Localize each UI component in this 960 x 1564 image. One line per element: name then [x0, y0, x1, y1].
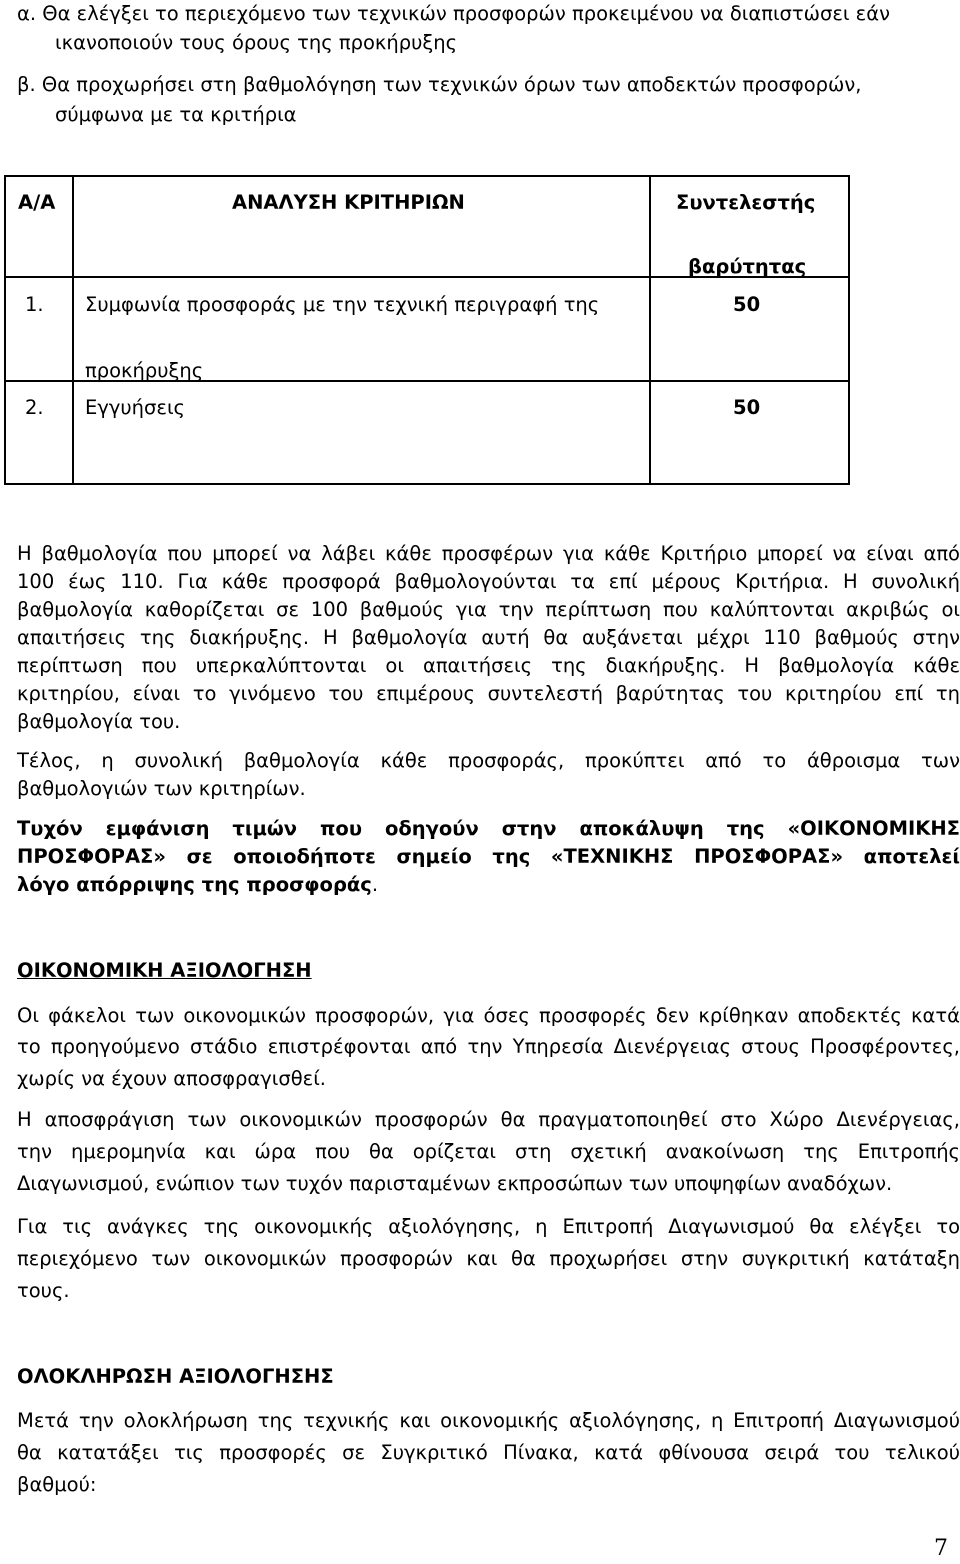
table-divider-2 [649, 175, 651, 485]
item-b-line-2: σύμφωνα με τα κριτήρια [55, 103, 297, 126]
row-1-number: 1. [25, 293, 44, 316]
item-a-line-1: α. Θα ελέγξει το περιεχόμενο των τεχνικών προσφορών προκειμένου να διαπιστώσει εάν [17, 2, 890, 25]
financial-p1-line-3: χωρίς να έχουν αποσφραγισθεί. [17, 1067, 327, 1090]
table-border-bottom [4, 483, 850, 485]
warning-line-2: ΠΡΟΣΦΟΡΑΣ» σε οποιοδήποτε σημείο της «ΤΕΧΝΙΚΗΣ ΠΡΟΣΦΟΡΑΣ» αποτελεί [17, 845, 960, 868]
financial-p3-line-3: τους. [17, 1279, 70, 1302]
financial-p1-line-1: Οι φάκελοι των οικονομικών προσφορών, για όσες προσφορές δεν κρίθηκαν αποδεκτές κατά [17, 1004, 960, 1027]
scoring-line-4: απαιτήσεις της διακήρυξης. Η βαθμολογία αυτή θα αυξάνεται μέχρι 110 βαθμούς στην [17, 626, 960, 649]
row-1-text-line-2: προκήρυξης [85, 359, 204, 381]
total-line-2: βαθμολογιών των κριτηρίων. [17, 777, 306, 800]
table-border-right [848, 175, 850, 485]
criteria-table [0, 175, 960, 485]
row-2-text-line-1: Εγγυήσεις [85, 396, 185, 419]
scoring-line-6: κριτηρίου, είναι το γινόμενο του επιμέρους συντελεστή βαρύτητας του κριτηρίου επί τη [17, 682, 960, 705]
page-number: 7 [934, 1536, 948, 1561]
item-b-line-1: β. Θα προχωρήσει στη βαθμολόγηση των τεχνικών όρων των αποδεκτών προσφορών, [17, 73, 862, 96]
completion-heading: ΟΛΟΚΛΗΡΩΣΗ ΑΞΙΟΛΟΓΗΣΗΣ [17, 1365, 334, 1388]
row-1-weight: 50 [733, 293, 761, 316]
warning-end-punct: . [371, 873, 379, 896]
item-a-line-2: ικανοποιούν τους όρους της προκήρυξης [55, 31, 458, 54]
table-divider-1 [72, 175, 74, 485]
scoring-line-1: Η βαθμολογία που μπορεί να λάβει κάθε προσφέρων για κάθε Κριτήριο μπορεί να είναι από [17, 542, 960, 565]
row-2-weight: 50 [733, 396, 761, 419]
financial-p3-line-1: Για τις ανάγκες της οικονομικής αξιολόγησης, η Επιτροπή Διαγωνισμού θα ελέγξει το [17, 1215, 960, 1238]
header-aa: Α/Α [18, 191, 56, 214]
header-weight-line-1: Συντελεστής [676, 191, 816, 214]
warning-line-3 [17, 871, 960, 899]
table-border-top [4, 175, 850, 177]
warning-line-3-text: λόγο απόρριψης της προσφοράς [17, 873, 372, 896]
table-border-left [4, 175, 6, 485]
scoring-line-3: βαθμολογία καθορίζεται σε 100 βαθμούς για την περίπτωση που καλύπτονται ακριβώς οι [17, 598, 960, 621]
financial-p2-line-2: την ημερομηνία και ώρα που θα ορίζεται στη σχετική ανακοίνωση της Επιτροπής [17, 1140, 960, 1163]
row-2-number: 2. [25, 396, 44, 419]
header-weight-line-2: βαρύτητας [688, 255, 807, 277]
completion-p1-line-3: βαθμού: [17, 1473, 97, 1496]
scoring-line-2: 100 έως 110. Για κάθε προσφορά βαθμολογούνται τα επί μέρους Κριτήρια. Η συνολική [17, 570, 960, 593]
completion-p1-line-1: Μετά την ολοκλήρωση της τεχνικής και οικονομικής αξιολόγησης, η Επιτροπή Διαγωνισμού [17, 1409, 960, 1432]
warning-line-1: Τυχόν εμφάνιση τιμών που οδηγούν στην αποκάλυψη της «ΟΙΚΟΝΟΜΙΚΗΣ [17, 817, 960, 840]
financial-p2-line-1: Η αποσφράγιση των οικονομικών προσφορών θα πραγματοποιηθεί στο Χώρο Διενέργειας, [17, 1108, 960, 1131]
total-line-1: Τέλος, η συνολική βαθμολογία κάθε προσφοράς, προκύπτει από το άθροισμα των [17, 749, 960, 772]
completion-p1-line-2: θα κατατάξει τις προσφορές σε Συγκριτικό Πίνακα, κατά φθίνουσα σειρά του τελικού [17, 1441, 960, 1464]
row-1-text-line-1: Συμφωνία προσφοράς με την τεχνική περιγραφή της [85, 293, 600, 316]
financial-p2-line-3: Διαγωνισμού, ενώπιον των τυχόν παρισταμένων εκπροσώπων των υποψηφίων αναδόχων. [17, 1172, 893, 1195]
financial-p1-line-2: το προηγούμενο στάδιο επιστρέφονται από την Υπηρεσία Διενέργειας στους Προσφέροντες, [17, 1035, 960, 1058]
scoring-line-7: βαθμολογία του. [17, 710, 181, 733]
header-analysis: ΑΝΑΛΥΣΗ ΚΡΙΤΗΡΙΩΝ [232, 191, 465, 214]
financial-p3-line-2: περιεχόμενο των οικονομικών προσφορών και θα προχωρήσει στην συγκριτική κατάταξη [17, 1247, 960, 1270]
scoring-line-5: περίπτωση που υπερκαλύπτονται οι απαιτήσεις της διακήρυξης. Η βαθμολογία κάθε [17, 654, 960, 677]
financial-heading: ΟΙΚΟΝΟΜΙΚΗ ΑΞΙΟΛΟΓΗΣΗ [17, 959, 312, 982]
